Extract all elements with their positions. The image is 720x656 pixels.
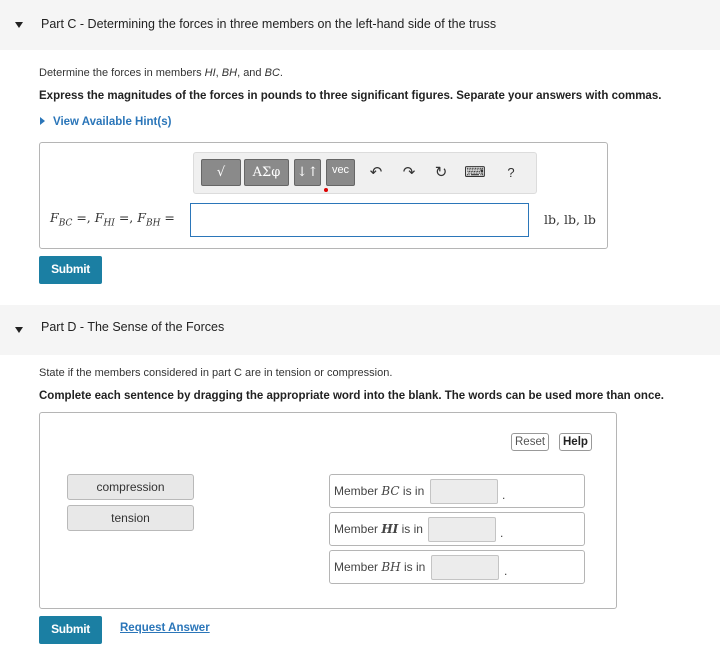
keyboard-icon[interactable]: ⌨ xyxy=(464,164,486,181)
arrows-icon: ↓↑ xyxy=(296,165,319,180)
sentence-member-bh xyxy=(329,550,585,584)
help-button[interactable]: Help xyxy=(559,433,592,451)
member-bh: BH xyxy=(221,67,238,79)
part-c-instruction: Determine the forces in members HI, BH, and BC. xyxy=(39,67,283,79)
math-toolbar xyxy=(193,152,537,194)
part-c-submit-button[interactable]: Submit xyxy=(39,256,102,284)
templates-button[interactable] xyxy=(201,159,241,186)
expand-triangle-icon xyxy=(40,117,45,125)
part-d-instruction: State if the members considered in part C are in tension or compression. xyxy=(39,367,393,379)
part-d-bold-instruction: Complete each sentence by dragging the appropriate word into the blank. The words can be used more than once. xyxy=(39,390,664,402)
sentence-end: . xyxy=(502,488,506,502)
reset-button[interactable]: Reset xyxy=(511,433,549,451)
part-c-header[interactable] xyxy=(0,0,720,50)
collapse-caret-icon[interactable] xyxy=(15,22,23,28)
redo-icon[interactable]: ↷ xyxy=(402,164,416,181)
sentence-label: Member HI is in xyxy=(334,522,423,536)
view-hints-label: View Available Hint(s) xyxy=(53,116,172,128)
answer-input[interactable] xyxy=(190,203,529,237)
word-chip-compression[interactable]: compression xyxy=(67,474,194,500)
part-d-title xyxy=(41,320,224,334)
part-d-label: Part D xyxy=(41,320,77,334)
part-d-title-text: - The Sense of the Forces xyxy=(76,320,225,334)
member-bc: BC xyxy=(264,67,280,79)
part-c-label: Part C xyxy=(41,17,77,31)
vec-label: vec xyxy=(331,164,350,176)
greek-letters-button[interactable] xyxy=(244,159,289,186)
help-icon[interactable]: ? xyxy=(507,165,515,180)
member-hi: HI xyxy=(204,67,216,79)
drop-slot-bc[interactable] xyxy=(430,479,498,504)
view-hints-link[interactable] xyxy=(40,116,171,128)
drop-slot-bh[interactable] xyxy=(431,555,499,580)
sentence-member-bc xyxy=(329,474,585,508)
drop-slot-hi[interactable] xyxy=(428,517,496,542)
part-d-header[interactable] xyxy=(0,305,720,355)
sentence-member-hi xyxy=(329,512,585,546)
greek-icon: AΣφ xyxy=(252,165,281,180)
part-c-title xyxy=(41,17,496,31)
part-d-submit-button[interactable]: Submit xyxy=(39,616,102,644)
active-indicator-dot xyxy=(324,188,328,192)
part-c-title-text: - Determining the forces in three members on the left-hand side of the truss xyxy=(76,17,497,31)
part-c-bold-instruction: Express the magnitudes of the forces in pounds to three significant figures. Separate your answers with commas. xyxy=(39,90,662,102)
sentence-label: Member BC is in xyxy=(334,484,425,498)
arrows-button[interactable] xyxy=(294,159,321,186)
request-answer-link[interactable]: Request Answer xyxy=(120,622,210,634)
undo-icon[interactable]: ↶ xyxy=(369,164,383,181)
units-label: lb, lb, lb xyxy=(544,212,596,227)
sentence-end: . xyxy=(500,526,504,540)
word-chip-tension[interactable]: tension xyxy=(67,505,194,531)
reset-icon[interactable]: ↻ xyxy=(434,164,448,181)
templates-icon: √ xyxy=(216,165,226,180)
sentence-end: . xyxy=(504,564,508,578)
sentence-label: Member BH is in xyxy=(334,560,426,574)
answer-formula-label: $F_{BC}$ =, $F_{HI}$ =, $F_{BH}$ = xyxy=(50,210,175,229)
collapse-caret-icon[interactable] xyxy=(15,327,23,333)
vector-button[interactable] xyxy=(326,159,355,186)
